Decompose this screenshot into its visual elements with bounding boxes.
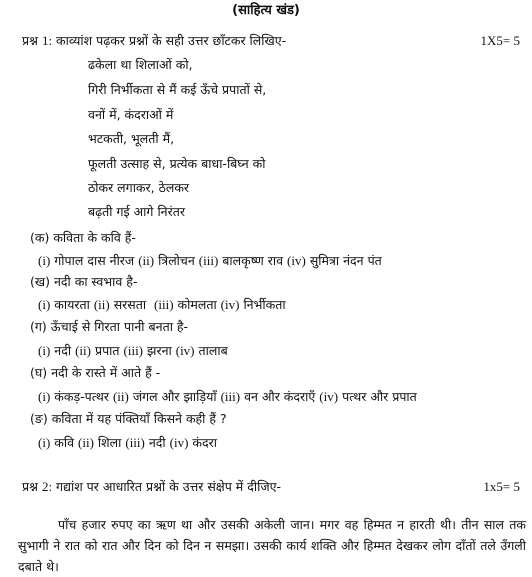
poem-line: फूलती उत्साह से, प्रत्येक बाधा-बिघ्न को xyxy=(88,156,266,171)
sub-question: (घ) नदी के रास्ते में आते हैं - xyxy=(30,365,161,380)
section-title: (साहित्य खंड) xyxy=(232,3,300,18)
question-2-text: गद्यांश पर आधारित प्रश्नों के उत्तर संक्षेप में दीजिए- xyxy=(56,479,282,494)
question-2-number: 2: xyxy=(41,479,53,494)
option-row: (i) गोपाल दास नीरज (ii) त्रिलोचन (iii) बालकृष्ण राव (iv) सुमित्रा नंदन पंत xyxy=(38,253,382,268)
sub-question: (ख) नदी का स्वभाव है- xyxy=(30,274,138,289)
sub-question: (ङ) कविता में यह पंक्तियाँ किसने कही हैं ? xyxy=(30,411,227,426)
passage-text: पाँच हजार रुपए का ऋण था और उसकी अकेली जान। मगर वह हिम्मत न हारती थी। तीन साल तक सुभागी ने रात को रात और दिन को दिन न समझा। उसकी कार्य शक्ति और हिम्मत देखकर लोग दाँतों तले उँगली दबाते थे। xyxy=(18,517,526,574)
poem-line: गिरी निर्भीकता से मैं कई ऊँचे प्रपातों से, xyxy=(88,82,267,97)
question-1-number: 1: xyxy=(41,33,53,48)
sub-question: (ग) ऊँचाई से गिरता पानी बनता है- xyxy=(30,319,189,334)
question-2-header xyxy=(22,480,281,494)
question-2-marks: 1x5= 5 xyxy=(483,479,520,494)
option-row: (i) कायरता (ii) सरसता (iii) कोमलता (iv) निर्भीकता xyxy=(38,297,286,312)
poem-line: बढ़ती गई आगे निरंतर xyxy=(88,204,185,219)
prose-passage xyxy=(18,514,526,577)
question-2-label: प्रश्न xyxy=(22,479,38,494)
poem-line: ठोकर लगाकर, ठेलकर xyxy=(88,180,190,195)
poem-line: ढकेला था शिलाओं को, xyxy=(88,57,193,72)
poem-line: भटकती, भूलती मैं, xyxy=(88,131,175,146)
sub-question: (क) कविता के कवि हैं- xyxy=(30,230,136,245)
question-1-text: काव्यांश पढ़कर प्रश्नों के सही उत्तर छाँटकर लिखिए- xyxy=(56,33,287,48)
poem-line: वनों में, कंदराओं में xyxy=(88,107,174,122)
option-row: (i) नदी (ii) प्रपात (iii) झरना (iv) तालाब xyxy=(38,343,228,358)
question-1-header xyxy=(22,34,286,48)
option-row: (i) कंकड़-पत्थर (ii) जंगल और झाड़ियाँ (iii) वन और कंदराएँ (iv) पत्थर और प्रपात xyxy=(38,389,417,404)
question-1-marks: 1X5= 5 xyxy=(480,33,520,48)
option-row: (i) कवि (ii) शिला (iii) नदी (iv) कंदरा xyxy=(38,435,218,450)
question-1-label: प्रश्न xyxy=(22,33,38,48)
